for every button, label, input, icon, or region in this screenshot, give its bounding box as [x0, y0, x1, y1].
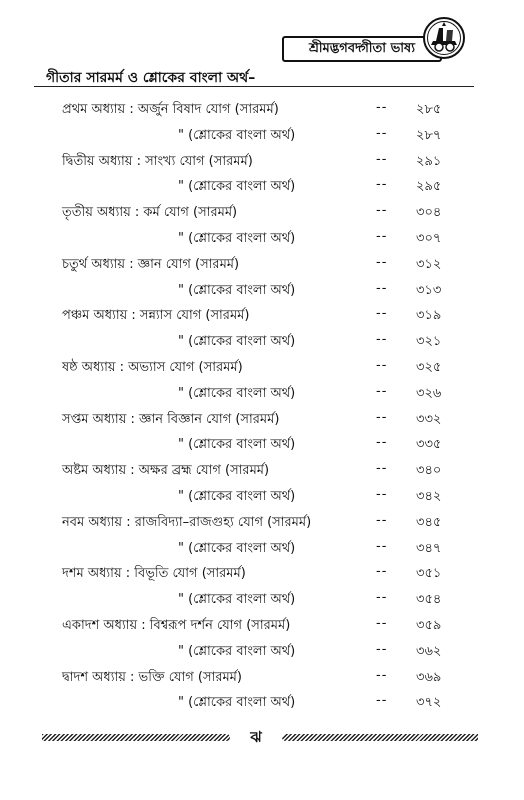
toc-leader: --: [376, 228, 388, 244]
toc-leader: --: [376, 693, 388, 709]
toc-label: " (শ্লোকের বাংলা অর্থ): [178, 127, 296, 143]
toc-label: সপ্তম অধ্যায় : জ্ঞান বিজ্ঞান যোগ (সারমর্ম): [62, 411, 280, 427]
toc-page-number: ২৮৭: [416, 127, 442, 143]
book-title: শ্রীমদ্ভগবদ্গীতা ভাষ্য: [309, 40, 415, 56]
toc-page-number: ৩৭২: [416, 695, 442, 711]
toc-row: [0, 612, 524, 638]
toc-row: [0, 199, 524, 225]
toc-leader: --: [376, 357, 388, 373]
toc-page-number: ৩৫১: [416, 566, 442, 582]
toc-label: " (শ্লোকের বাংলা অর্থ): [178, 488, 296, 504]
toc-row: [0, 689, 524, 715]
toc-leader: --: [376, 383, 388, 399]
toc-page-number: ৩১৩: [416, 282, 442, 298]
toc-page-number: ৩৩৫: [416, 437, 442, 453]
toc-label: " (শ্লোকের বাংলা অর্থ): [178, 695, 296, 711]
toc-leader: --: [376, 486, 388, 502]
toc-leader: --: [376, 100, 388, 115]
toc-page-number: ৩১৯: [416, 308, 442, 324]
toc-label: " (শ্লোকের বাংলা অর্থ): [178, 230, 296, 246]
toc-leader: --: [376, 538, 388, 554]
toc-label: একাদশ অধ্যায় : বিশ্বরূপ দর্শন যোগ (সারমর্ম): [62, 617, 291, 633]
chariot-emblem-icon: [422, 16, 466, 60]
toc-row: [0, 586, 524, 612]
toc-label: " (শ্লোকের বাংলা অর্থ): [178, 385, 296, 401]
toc-label: দ্বিতীয় অধ্যায় : সাংখ্য যোগ (সারমর্ম): [62, 153, 253, 169]
toc-page-number: ৩১২: [416, 256, 442, 272]
toc-leader: --: [376, 280, 388, 296]
toc-leader: --: [376, 332, 388, 348]
toc-row: [0, 251, 524, 277]
toc-row: [0, 664, 524, 690]
toc-leader: --: [376, 615, 388, 631]
page-marker: ঝ: [250, 728, 262, 746]
toc-row: [0, 173, 524, 199]
toc-row: [0, 277, 524, 303]
toc-label: প্রথম অধ্যায় : অর্জুন বিষাদ যোগ (সারমর্ম): [62, 102, 279, 117]
toc-label: " (শ্লোকের বাংলা অর্থ): [178, 540, 296, 556]
toc-leader: --: [376, 435, 388, 451]
toc-row: [0, 457, 524, 483]
toc-page-number: ৩২৬: [416, 385, 442, 401]
toc-leader: --: [376, 461, 388, 477]
toc-row: [0, 535, 524, 561]
title-rule: [34, 86, 474, 87]
toc-page-number: ৩৩২: [416, 411, 442, 427]
section-title: গীতার সারমর্ম ও শ্লোকের বাংলা অর্থ–: [46, 70, 256, 86]
toc-row: [0, 225, 524, 251]
toc-label: তৃতীয় অধ্যায় : কর্ম যোগ (সারমর্ম): [62, 205, 238, 221]
toc-label: " (শ্লোকের বাংলা অর্থ): [178, 643, 296, 659]
toc-row: [0, 148, 524, 174]
toc-page-number: ৩২৫: [416, 359, 442, 375]
toc-leader: --: [376, 641, 388, 657]
toc-row: [0, 406, 524, 432]
book-title-box: [282, 36, 442, 62]
toc-leader: --: [376, 512, 388, 528]
toc-row: [0, 560, 524, 586]
toc-page-number: ৩৬২: [416, 643, 442, 659]
toc-page-number: ৩৪০: [416, 463, 442, 479]
toc-leader: --: [376, 590, 388, 606]
toc-leader: --: [376, 151, 388, 167]
toc-page-number: ২৯১: [416, 153, 442, 169]
toc-page-number: ৩০৭: [416, 230, 442, 246]
toc-label: " (শ্লোকের বাংলা অর্থ): [178, 437, 296, 453]
toc-row: [0, 509, 524, 535]
toc-row: [0, 380, 524, 406]
toc-row: [0, 328, 524, 354]
toc-page-number: ৩০৪: [416, 205, 442, 221]
toc-label: " (শ্লোকের বাংলা অর্থ): [178, 334, 296, 350]
toc-page-number: ৩৪৭: [416, 540, 442, 556]
toc-leader: --: [376, 254, 388, 270]
toc-page-number: ৩৬৯: [416, 669, 442, 685]
table-of-contents: [0, 96, 524, 715]
toc-leader: --: [376, 306, 388, 322]
toc-row: [0, 431, 524, 457]
toc-row: [0, 122, 524, 148]
toc-row: [0, 638, 524, 664]
toc-leader: --: [376, 564, 388, 580]
toc-label: ষষ্ঠ অধ্যায় : অভ্যাস যোগ (সারমর্ম): [62, 359, 243, 375]
toc-label: পঞ্চম অধ্যায় : সন্ন্যাস যোগ (সারমর্ম): [62, 308, 250, 324]
toc-label: " (শ্লোকের বাংলা অর্থ): [178, 592, 296, 608]
toc-page-number: ২৮৫: [416, 102, 442, 117]
toc-row: [0, 96, 524, 122]
toc-leader: --: [376, 125, 388, 141]
footer-ornament-right: [282, 734, 478, 741]
toc-page-number: ২৯৫: [416, 179, 442, 195]
toc-label: " (শ্লোকের বাংলা অর্থ): [178, 282, 296, 298]
toc-leader: --: [376, 667, 388, 683]
toc-label: চতুর্থ অধ্যায় : জ্ঞান যোগ (সারমর্ম): [62, 256, 240, 272]
toc-row: [0, 354, 524, 380]
toc-label: অষ্টম অধ্যায় : অক্ষর ব্রহ্ম যোগ (সারমর্ম): [62, 463, 270, 479]
toc-row: [0, 483, 524, 509]
toc-leader: --: [376, 177, 388, 193]
toc-label: নবম অধ্যায় : রাজবিদ্যা–রাজগুহ্য যোগ (সারমর্ম): [62, 514, 312, 530]
footer-ornament-left: [42, 734, 230, 741]
toc-label: " (শ্লোকের বাংলা অর্থ): [178, 179, 296, 195]
toc-page-number: ৩৪২: [416, 488, 442, 504]
toc-row: [0, 302, 524, 328]
toc-page-number: ৩৫৯: [416, 617, 442, 633]
toc-leader: --: [376, 409, 388, 425]
toc-page-number: ৩৪৫: [416, 514, 442, 530]
toc-page-number: ৩২১: [416, 334, 442, 350]
toc-leader: --: [376, 203, 388, 219]
toc-label: দশম অধ্যায় : বিভূতি যোগ (সারমর্ম): [62, 566, 246, 582]
toc-label: দ্বাদশ অধ্যায় : ভক্তি যোগ (সারমর্ম): [62, 669, 242, 685]
toc-page-number: ৩৫৪: [416, 592, 442, 608]
